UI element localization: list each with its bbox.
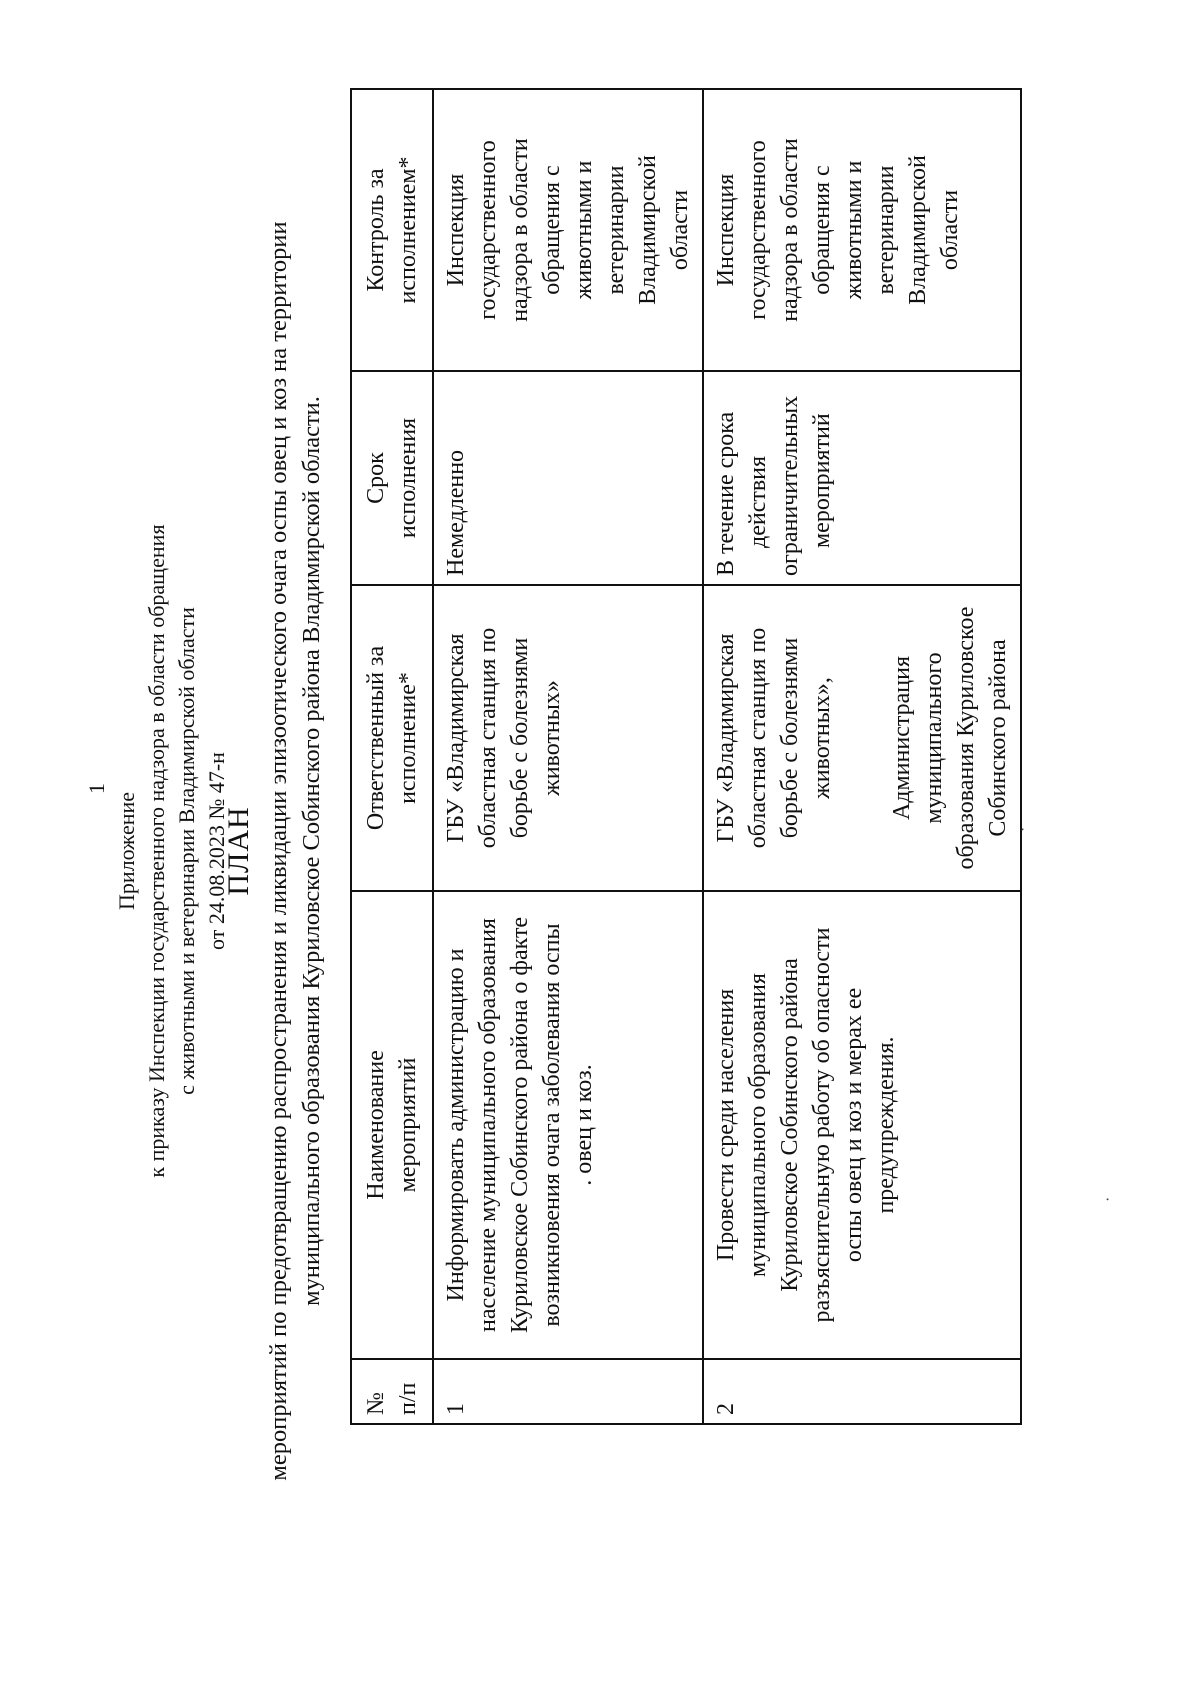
subtitle-line: мероприятий по предотвращению распространения и ликвидации эпизоотического очага оспы овец и коз на территории	[265, 221, 292, 1481]
appendix-header	[112, 300, 232, 1402]
document-title: ПЛАН	[222, 806, 255, 896]
scan-speck: ·	[1100, 1196, 1117, 1202]
appendix-line: к приказу Инспекции государственного надзора в области обращения	[144, 524, 169, 1178]
subtitle-line: муниципального образования Куриловское Собинского района Владимирской области.	[298, 396, 325, 1306]
header-deadline: Срок исполнения	[351, 371, 433, 585]
header-responsible: Ответственный за исполнение*	[351, 585, 433, 891]
table-header-row	[351, 89, 433, 1424]
table-row	[433, 89, 703, 1424]
document-subtitle	[262, 130, 328, 1572]
appendix-line: Приложение	[114, 791, 139, 911]
header-name: Наименование мероприятий	[351, 891, 433, 1359]
header-control: Контроль за исполнением*	[351, 89, 433, 371]
appendix-line: от 24.08.2023 № 47-н	[204, 752, 229, 950]
cell-name: Информировать администрацию и население муниципального образования Куриловское Собинского района о факте возникновения очага заболевания оспы . овец и коз.	[433, 891, 703, 1359]
header-number: № п/п	[351, 1359, 433, 1424]
cell-deadline: В течение срока действия ограничительных мероприятий	[703, 371, 1021, 585]
cell-responsible: ГБУ «Владимирская областная станция по борьбе с болезнями животных»	[433, 585, 703, 891]
cell-deadline: Немедленно	[433, 371, 703, 585]
page-number: 1	[84, 783, 109, 794]
cell-name: Провести среди населения муниципального образования Куриловское Собинского района разъяснительную работу об опасности оспы овец и коз и мерах ее предупреждения.	[703, 891, 1021, 1359]
cell-number: 1	[433, 1359, 703, 1424]
plan-table	[350, 88, 1022, 1425]
cell-control: Инспекция государственного надзора в области обращения с животными и ветеринарии Владимирской области	[703, 89, 1021, 371]
cell-number: 2	[703, 1359, 1021, 1424]
cell-control: Инспекция государственного надзора в области обращения с животными и ветеринарии Владимирской области	[433, 89, 703, 371]
scan-speck: ·	[1015, 826, 1032, 832]
table-row	[703, 89, 1021, 1424]
cell-responsible: ГБУ «Владимирская областная станция по борьбе с болезнями животных», Администрация муниципального образования Куриловское Собинского района	[703, 585, 1021, 891]
appendix-line: с животными и ветеринарии Владимирской области	[174, 607, 199, 1095]
